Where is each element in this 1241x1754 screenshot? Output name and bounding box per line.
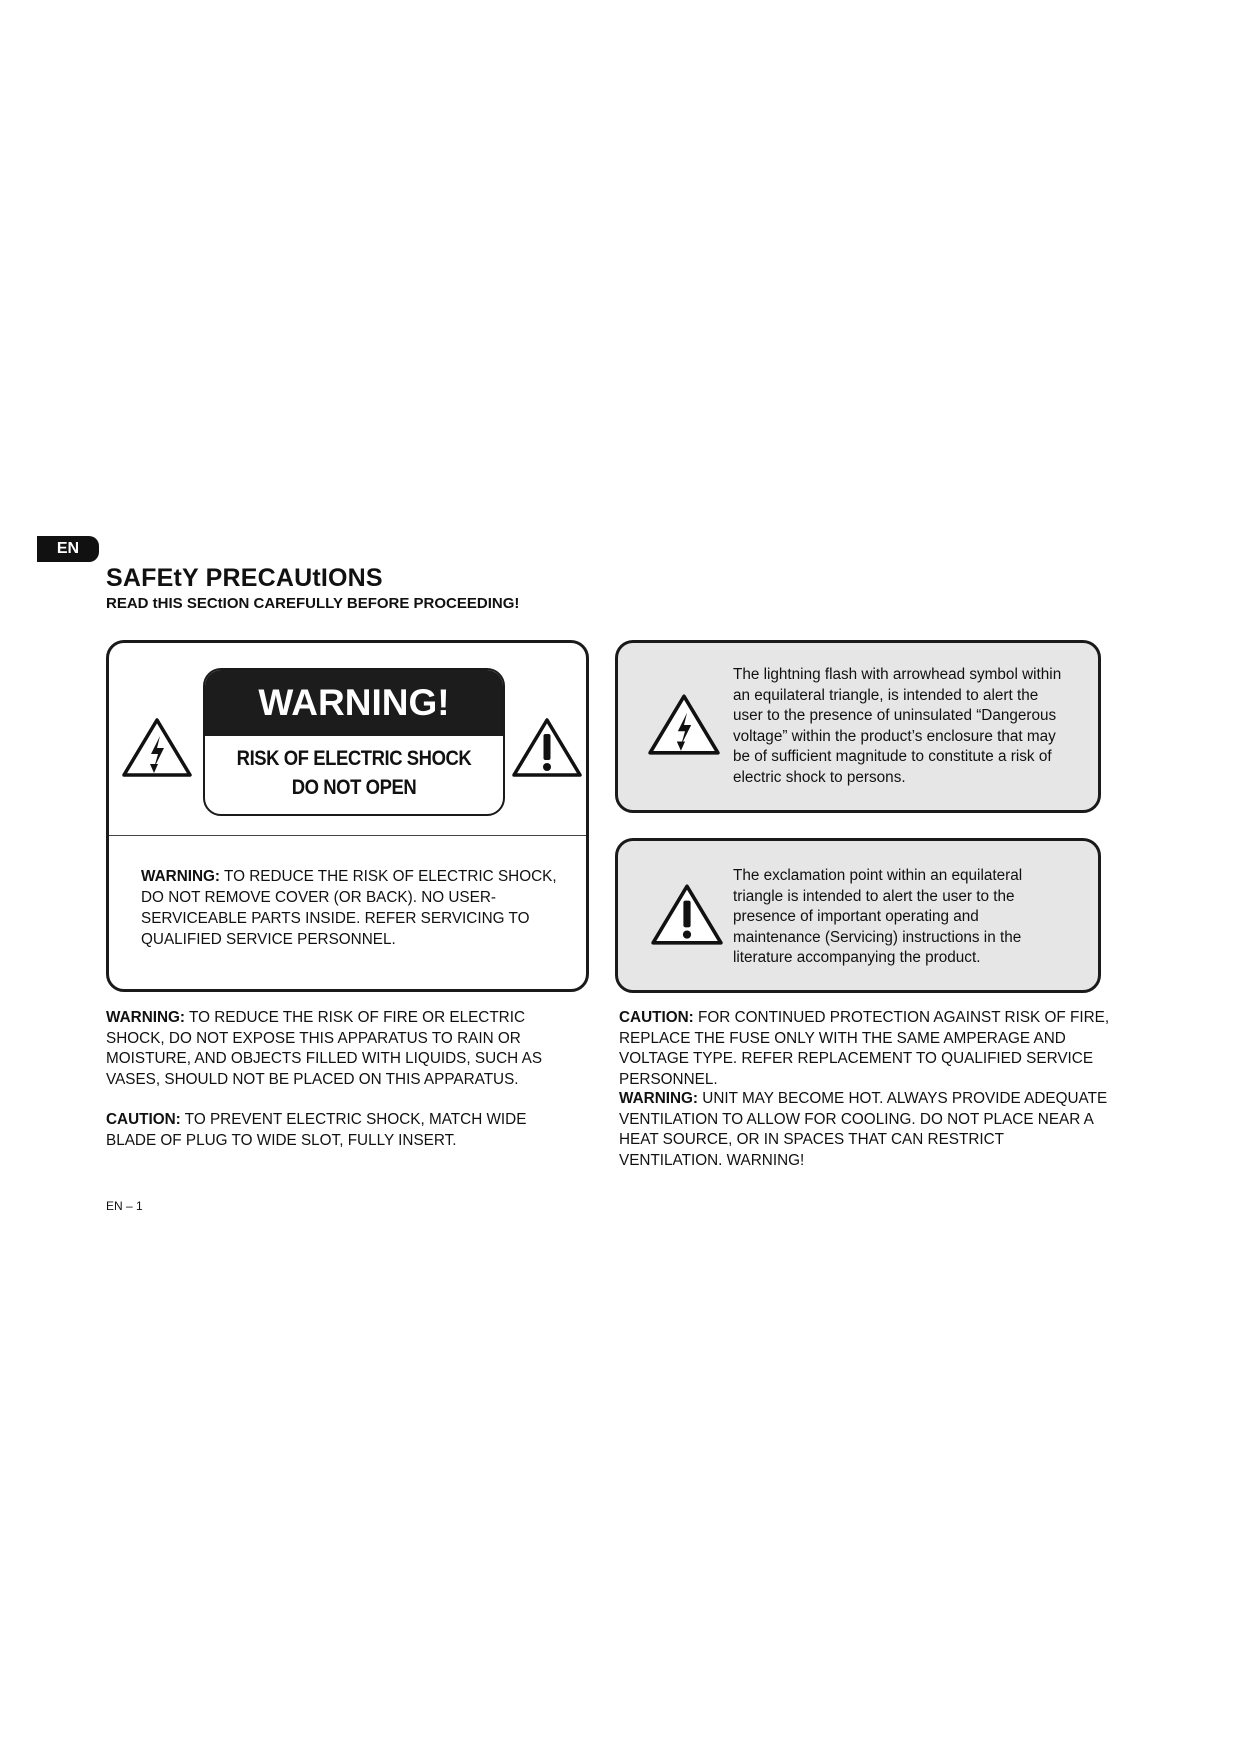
note-body: TO REDUCE THE RISK OF FIRE OR ELECTRIC SHOCK, DO NOT EXPOSE THIS APPARATUS TO RAIN OR MOISTURE, AND OBJECTS FILLED WITH LIQUIDS, SUCH AS VASES, SHOULD NOT BE PLACED ON THIS APPARATUS. <box>106 1009 543 1088</box>
note-plug-caution <box>106 1110 571 1151</box>
warning-sign-line1: RISK OF ELECTRIC SHOCK <box>236 747 472 770</box>
note-label: CAUTION: <box>106 1111 181 1128</box>
page-title: SAFEtY PRECAUtIONS <box>106 564 383 592</box>
note-heat-warning <box>619 1089 1109 1171</box>
note-body: UNIT MAY BECOME HOT. ALWAYS PROVIDE ADEQUATE VENTILATION TO ALLOW FOR COOLING. DO NOT PLACE NEAR A HEAT SOURCE, OR IN SPACES THAT CAN RESTRICT VENTILATION. WARNING! <box>619 1090 1108 1169</box>
warning-body: TO REDUCE THE RISK OF ELECTRIC SHOCK, DO NOT REMOVE COVER (OR BACK). NO USER-SERVICEABLE PARTS INSIDE. REFER SERVICING TO QUALIFIED SERVICE PERSONNEL. <box>141 868 557 948</box>
language-tab: EN <box>37 536 99 562</box>
warning-label: WARNING: <box>141 868 221 885</box>
exclamation-symbol-description: The exclamation point within an equilateral triangle is intended to alert the user to the presence of important operating and maintenance (Servicing) instructions in the literature accompanying the product. <box>733 867 1023 967</box>
lightning-triangle-icon <box>121 716 193 778</box>
lightning-symbol-description: The lightning flash with arrowhead symbol within an equilateral triangle, is intended to alert the user to the presence of uninsulated “Dangerous voltage” within the product’s enclosure that may be of sufficient magnitude to constitute a risk of electric shock to persons. <box>733 666 1062 786</box>
note-body: TO PREVENT ELECTRIC SHOCK, MATCH WIDE BLADE OF PLUG TO WIDE SLOT, FULLY INSERT. <box>106 1111 527 1149</box>
exclamation-triangle-icon <box>650 882 724 946</box>
warning-sign <box>203 668 505 816</box>
warning-sign-heading: WARNING! <box>205 670 503 736</box>
warning-panel-text <box>141 866 571 950</box>
exclamation-triangle-icon <box>511 716 583 778</box>
panel-divider <box>109 835 586 836</box>
note-label: WARNING: <box>619 1090 699 1107</box>
note-fire-warning <box>106 1008 571 1090</box>
page-subtitle: READ tHIS SECtION CAREFULLY BEFORE PROCEEDING! <box>106 595 520 612</box>
note-label: WARNING: <box>106 1009 186 1026</box>
note-fuse-caution <box>619 1008 1119 1090</box>
warning-sign-line2: DO NOT OPEN <box>291 776 417 799</box>
page-number: EN – 1 <box>106 1199 143 1213</box>
lightning-triangle-icon <box>647 692 721 756</box>
note-label: CAUTION: <box>619 1009 694 1026</box>
note-body: FOR CONTINUED PROTECTION AGAINST RISK OF FIRE, REPLACE THE FUSE ONLY WITH THE SAME AMPERAGE AND VOLTAGE TYPE. REFER REPLACEMENT TO QUALIFIED SERVICE PERSONNEL. <box>619 1009 1110 1088</box>
